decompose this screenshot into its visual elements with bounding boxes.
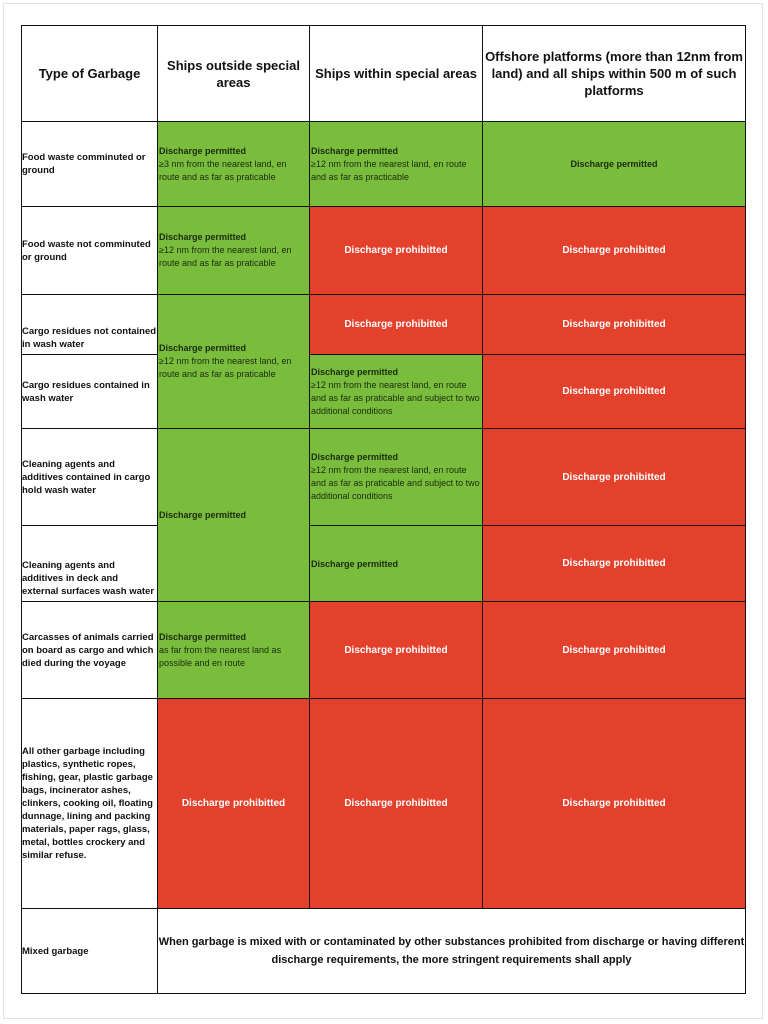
cell-carcass-within bbox=[310, 602, 483, 699]
type-cargo-contained: Cargo residues contained in wash water bbox=[22, 355, 158, 429]
header-offshore: Offshore platforms (more than 12nm from land) and all ships within 500 m of such platforms bbox=[483, 26, 746, 122]
cell-cargo-in-within bbox=[310, 355, 483, 429]
table-row bbox=[22, 429, 746, 526]
cell-cargo-in-offshore bbox=[483, 355, 746, 429]
cell-cleaning-hold-within bbox=[310, 429, 483, 526]
status-label: Discharge prohibitted bbox=[562, 558, 666, 569]
table-row bbox=[22, 526, 746, 602]
type-cleaning-cargo-hold: Cleaning agents and additives contained in cargo hold wash water bbox=[22, 429, 158, 526]
status-label: Discharge permitted bbox=[159, 343, 247, 353]
status-label: Discharge prohibitted bbox=[562, 319, 666, 330]
status-label: Discharge prohibitted bbox=[562, 644, 666, 656]
condition-text: as far from the nearest land as possible and en route bbox=[159, 644, 282, 668]
condition-text: ≥12 nm from the nearest land, en route and as far as praticable and subject to two additional conditions bbox=[311, 465, 480, 501]
status-label: Discharge prohibitted bbox=[344, 245, 448, 256]
cell-other-outside bbox=[158, 699, 310, 909]
type-carcasses: Carcasses of animals carried on board as cargo and which died during the voyage bbox=[22, 602, 158, 699]
table-row bbox=[22, 602, 746, 699]
cell-other-offshore bbox=[483, 699, 746, 909]
cell-food-not-within bbox=[310, 207, 483, 295]
type-cleaning-deck: Cleaning agents and additives in deck and external surfaces wash water bbox=[22, 526, 158, 602]
status-label: Discharge permitted bbox=[311, 558, 399, 569]
status-label: Discharge prohibitted bbox=[344, 644, 448, 656]
header-ships-outside: Ships outside special areas bbox=[158, 26, 310, 122]
status-label: Discharge permitted bbox=[311, 366, 399, 377]
status-label: Discharge prohibitted bbox=[562, 245, 666, 256]
condition-text: ≥12 nm from the nearest land, en route and as far as praticable and subject to two additional conditions bbox=[311, 379, 480, 416]
cell-food-comm-outside bbox=[158, 122, 310, 207]
header-ships-within: Ships within special areas bbox=[310, 26, 483, 122]
cell-food-comm-offshore bbox=[483, 122, 746, 207]
status-label: Discharge permitted bbox=[159, 232, 247, 242]
cell-cargo-not-within bbox=[310, 295, 483, 355]
status-label: Discharge prohibitted bbox=[344, 319, 448, 330]
type-all-other: All other garbage including plastics, synthetic ropes, fishing, gear, plastic garbage bags, incinerator ashes, clinkers, cooking oil, floating dunnage, lining and packing materials, paper rags, glass, metal, bottles crockery and similar refuse. bbox=[22, 699, 158, 909]
table-row bbox=[22, 122, 746, 207]
type-cargo-not-contained: Cargo residues not contained in wash water bbox=[22, 295, 158, 355]
status-label: Discharge permitted bbox=[159, 145, 247, 156]
cell-cleaning-deck-within bbox=[310, 526, 483, 602]
type-food-comminuted: Food waste comminuted or ground bbox=[22, 122, 158, 207]
garbage-discharge-table bbox=[21, 25, 746, 994]
table-row bbox=[22, 699, 746, 909]
cell-cleaning-hold-offshore bbox=[483, 429, 746, 526]
table-row bbox=[22, 355, 746, 429]
cell-other-within bbox=[310, 699, 483, 909]
status-label: Discharge prohibitted bbox=[562, 386, 666, 397]
status-label: Discharge prohibitted bbox=[344, 798, 448, 809]
status-label: Discharge prohibitted bbox=[562, 471, 666, 483]
header-type-of-garbage: Type of Garbage bbox=[22, 26, 158, 122]
condition-text: ≥12 nm from the nearest land, en route and as far as practicable bbox=[311, 158, 467, 182]
status-label: Discharge prohibitted bbox=[181, 798, 286, 809]
status-label: Discharge permitted bbox=[159, 510, 247, 520]
cell-carcass-outside bbox=[158, 602, 310, 699]
cell-food-not-offshore bbox=[483, 207, 746, 295]
status-label: Discharge permitted bbox=[311, 145, 399, 156]
cell-food-comm-within bbox=[310, 122, 483, 207]
condition-text: ≥12 nm from the nearest land, en route and as far as praticable bbox=[159, 245, 292, 268]
cell-cargo-outside bbox=[158, 295, 310, 429]
table-row bbox=[22, 909, 746, 994]
status-label: Discharge permitted bbox=[311, 452, 399, 462]
cell-cargo-not-offshore bbox=[483, 295, 746, 355]
condition-text: ≥12 nm from the nearest land, en route and as far as praticable bbox=[159, 356, 292, 379]
table-row bbox=[22, 207, 746, 295]
mixed-garbage-note: When garbage is mixed with or contaminated by other substances prohibited from discharge or having different discharge requirements, the more stringent requirements shall apply bbox=[158, 909, 746, 994]
type-mixed: Mixed garbage bbox=[22, 909, 158, 994]
status-label: Discharge prohibitted bbox=[562, 798, 666, 809]
type-food-not-comminuted: Food waste not comminuted or ground bbox=[22, 207, 158, 295]
cell-cleaning-deck-offshore bbox=[483, 526, 746, 602]
cell-food-not-outside bbox=[158, 207, 310, 295]
cell-carcass-offshore bbox=[483, 602, 746, 699]
cell-cleaning-outside bbox=[158, 429, 310, 602]
header-row bbox=[22, 26, 746, 122]
table-row bbox=[22, 295, 746, 355]
condition-text: ≥3 nm from the nearest land, en route and as far as praticable bbox=[159, 158, 287, 182]
status-label: Discharge permitted bbox=[159, 631, 247, 642]
status-label: Discharge permitted bbox=[570, 159, 658, 169]
